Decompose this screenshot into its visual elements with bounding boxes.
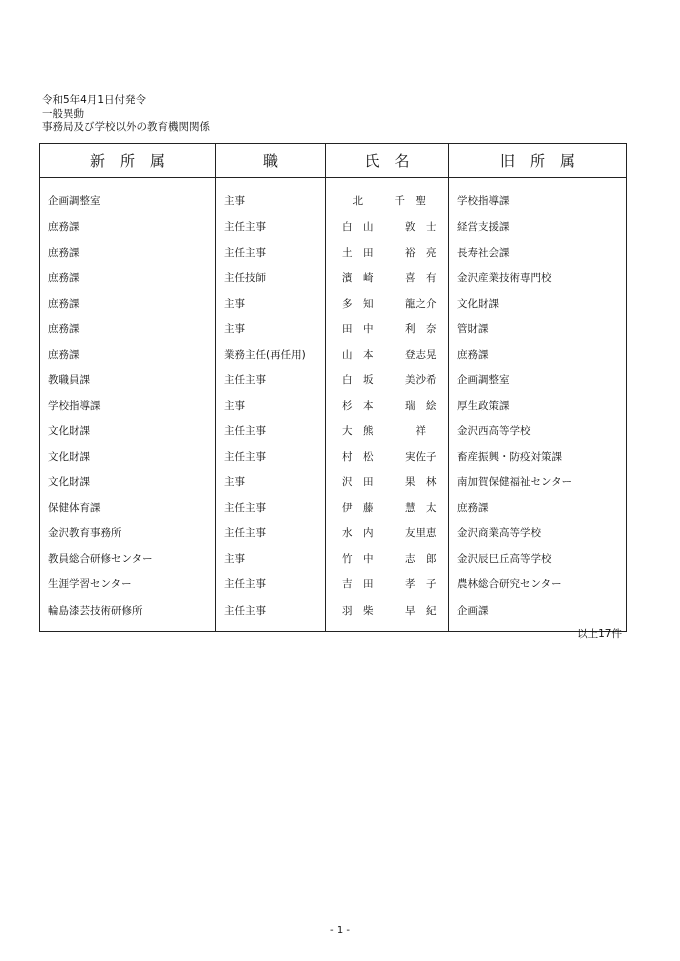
table-row: [40, 469, 627, 495]
cell-old-dept: 長寿社会課: [449, 240, 627, 266]
cell-name: 羽 柴 早 紀: [326, 597, 449, 632]
table-row: [40, 418, 627, 444]
table-header-row: [40, 144, 627, 178]
cell-new-dept: 教員総合研修センター: [40, 546, 216, 572]
cell-old-dept: 金沢西高等学校: [449, 418, 627, 444]
table-row: [40, 520, 627, 546]
table-row: [40, 240, 627, 266]
cell-old-dept: 南加賀保健福祉センター: [449, 469, 627, 495]
cell-new-dept: 庶務課: [40, 265, 216, 291]
column-header-name: 氏 名: [326, 144, 449, 178]
cell-new-dept: 生涯学習センター: [40, 571, 216, 597]
cell-new-dept: 教職員課: [40, 367, 216, 393]
page-number: - 1 -: [330, 925, 350, 936]
cell-new-dept: 企画調整室: [40, 178, 216, 215]
cell-new-dept: 学校指導課: [40, 393, 216, 419]
table-row: [40, 367, 627, 393]
cell-new-dept: 文化財課: [40, 444, 216, 470]
cell-new-dept: 庶務課: [40, 291, 216, 317]
cell-name: 杉 本 瑞 絵: [326, 393, 449, 419]
cell-title: 主任主事: [216, 367, 326, 393]
cell-title: 主事: [216, 291, 326, 317]
table-row: [40, 571, 627, 597]
cell-name: 田 中 利 奈: [326, 316, 449, 342]
column-header-old-dept: 旧 所 属: [449, 144, 627, 178]
cell-old-dept: 文化財課: [449, 291, 627, 317]
cell-title: 主任主事: [216, 597, 326, 632]
cell-old-dept: 農林総合研究センター: [449, 571, 627, 597]
table-body: [40, 178, 627, 632]
cell-old-dept: 企画課: [449, 597, 627, 632]
cell-old-dept: 企画調整室: [449, 367, 627, 393]
category: 事務局及び学校以外の教育機関関係: [42, 121, 210, 133]
table-row: [40, 214, 627, 240]
cell-name: 濱 崎 喜 有: [326, 265, 449, 291]
cell-new-dept: 庶務課: [40, 342, 216, 368]
cell-title: 主事: [216, 469, 326, 495]
cell-new-dept: 文化財課: [40, 418, 216, 444]
cell-name: 白 坂 美沙希: [326, 367, 449, 393]
cell-old-dept: 学校指導課: [449, 178, 627, 215]
column-header-new-dept: 新 所 属: [40, 144, 216, 178]
cell-title: 主事: [216, 393, 326, 419]
cell-title: 業務主任(再任用): [216, 342, 326, 368]
cell-title: 主事: [216, 546, 326, 572]
cell-title: 主任主事: [216, 240, 326, 266]
cell-name: 北 千 聖: [326, 178, 449, 215]
document-header: [42, 94, 210, 135]
cell-old-dept: 経営支援課: [449, 214, 627, 240]
cell-new-dept: 輪島漆芸技術研修所: [40, 597, 216, 632]
cell-title: 主任主事: [216, 495, 326, 521]
cell-new-dept: 庶務課: [40, 316, 216, 342]
table-row: [40, 316, 627, 342]
cell-new-dept: 庶務課: [40, 240, 216, 266]
table-row: [40, 291, 627, 317]
cell-name: 伊 藤 慧 太: [326, 495, 449, 521]
table-row: [40, 342, 627, 368]
cell-title: 主事: [216, 316, 326, 342]
cell-title: 主任主事: [216, 520, 326, 546]
cell-new-dept: 金沢教育事務所: [40, 520, 216, 546]
table-row: [40, 265, 627, 291]
cell-old-dept: 金沢辰巳丘高等学校: [449, 546, 627, 572]
cell-old-dept: 畜産振興・防疫対策課: [449, 444, 627, 470]
cell-title: 主任主事: [216, 444, 326, 470]
cell-name: 水 内 友里恵: [326, 520, 449, 546]
cell-name: 山 本 登志晃: [326, 342, 449, 368]
table-row: [40, 444, 627, 470]
table-row: [40, 178, 627, 215]
cell-old-dept: 厚生政策課: [449, 393, 627, 419]
personnel-table: [39, 143, 627, 632]
cell-title: 主任技師: [216, 265, 326, 291]
cell-old-dept: 金沢商業高等学校: [449, 520, 627, 546]
cell-name: 多 知 龍之介: [326, 291, 449, 317]
cell-title: 主任主事: [216, 571, 326, 597]
cell-name: 土 田 裕 亮: [326, 240, 449, 266]
cell-name: 村 松 実佐子: [326, 444, 449, 470]
cell-title: 主任主事: [216, 214, 326, 240]
cell-old-dept: 庶務課: [449, 342, 627, 368]
cell-old-dept: 庶務課: [449, 495, 627, 521]
cell-name: 吉 田 孝 子: [326, 571, 449, 597]
transfer-type: 一般異動: [42, 107, 84, 120]
cell-name: 白 山 敦 士: [326, 214, 449, 240]
total-count: 以上17件: [577, 628, 622, 640]
cell-new-dept: 庶務課: [40, 214, 216, 240]
cell-old-dept: 管財課: [449, 316, 627, 342]
cell-title: 主任主事: [216, 418, 326, 444]
table-row: [40, 597, 627, 632]
cell-new-dept: 保健体育課: [40, 495, 216, 521]
table-row: [40, 495, 627, 521]
cell-name: 竹 中 志 郎: [326, 546, 449, 572]
issue-date: 令和5年4月1日付発令: [42, 94, 147, 106]
cell-old-dept: 金沢産業技術専門校: [449, 265, 627, 291]
cell-name: 沢 田 果 林: [326, 469, 449, 495]
cell-title: 主事: [216, 178, 326, 215]
table-row: [40, 546, 627, 572]
cell-name: 大 熊 祥: [326, 418, 449, 444]
column-header-title: 職: [216, 144, 326, 178]
cell-new-dept: 文化財課: [40, 469, 216, 495]
table-row: [40, 393, 627, 419]
